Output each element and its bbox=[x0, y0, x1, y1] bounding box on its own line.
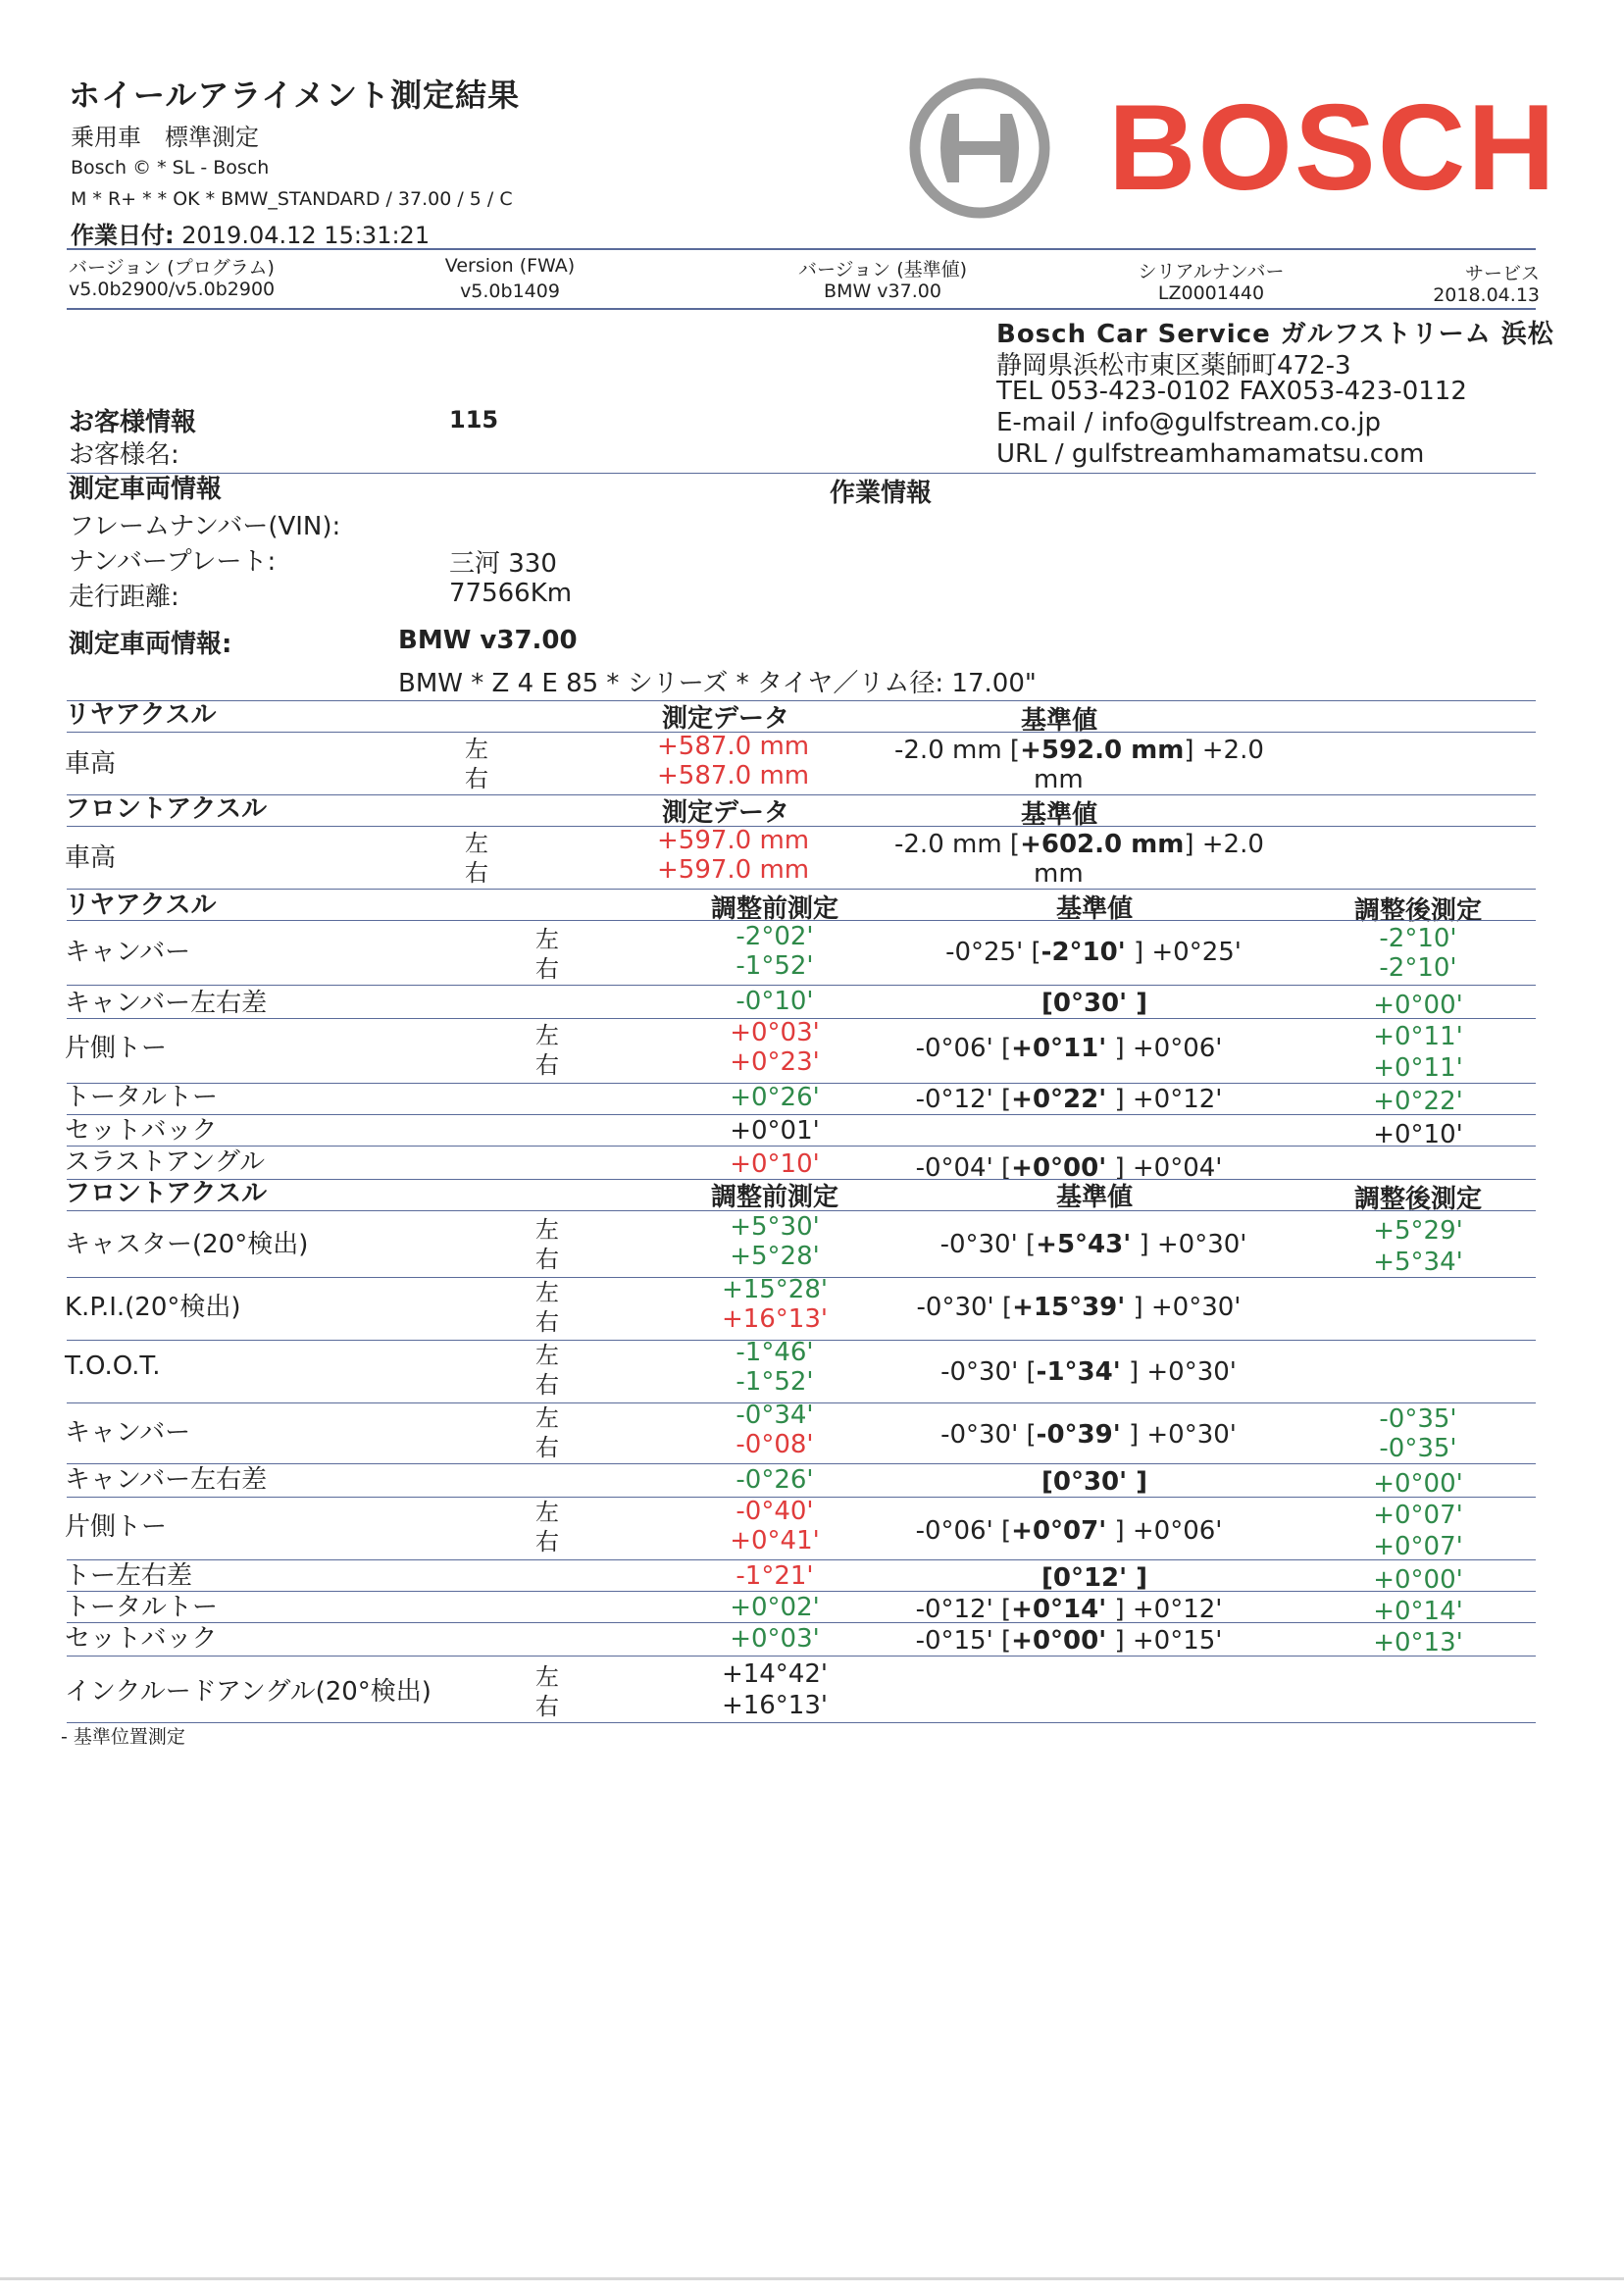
front-included-label: インクルードアングル(20°検出) bbox=[65, 1677, 431, 1707]
rear-header-rule bbox=[67, 920, 1536, 921]
work-date bbox=[71, 216, 430, 250]
front-toe-side-left: 左 bbox=[535, 1499, 559, 1526]
height-front-right-value: +597.0 mm bbox=[657, 855, 810, 885]
front-camber-side-right: 右 bbox=[535, 1434, 559, 1461]
version-std-value: BMW v37.00 bbox=[824, 280, 941, 302]
height-front-std-pre: -2.0 mm [ bbox=[894, 830, 1021, 859]
rear-camber-side-left: 左 bbox=[535, 926, 559, 953]
front-total-toe: +0°02' bbox=[730, 1593, 820, 1622]
front-col-std: 基準値 bbox=[1055, 1183, 1133, 1212]
height-front-std bbox=[894, 830, 1264, 859]
front-included-left: +14°42' bbox=[721, 1659, 829, 1689]
height-rear-left-value: +587.0 mm bbox=[657, 732, 810, 761]
rear-camber-diff-std: [0°30' ] bbox=[1040, 989, 1148, 1018]
rear-camber-after-right: -2°10' bbox=[1379, 953, 1457, 983]
front-toe-side-right: 右 bbox=[535, 1528, 559, 1555]
model-desc: BMW * Z 4 E 85 * シリーズ * タイヤ／リム径: 17.00" bbox=[398, 669, 1037, 698]
front-total-toe-std-post: ] +0°12' bbox=[1106, 1595, 1223, 1624]
rear-setback-after: +0°10' bbox=[1373, 1120, 1463, 1149]
report-subtitle: 乗用車 標準測定 bbox=[71, 124, 259, 151]
front-total-toe-after: +0°14' bbox=[1373, 1597, 1463, 1626]
bosch-armature-icon bbox=[908, 76, 1051, 220]
front-included-rule bbox=[67, 1722, 1536, 1723]
mileage-label: 走行距離: bbox=[69, 583, 179, 612]
report-title: ホイールアライメント測定結果 bbox=[69, 76, 521, 114]
height-front-left-value: +597.0 mm bbox=[657, 826, 810, 855]
front-setback-std-mid: +0°00' bbox=[1011, 1626, 1107, 1656]
front-caster-label: キャスター(20°検出) bbox=[65, 1230, 309, 1259]
front-kpi-right: +16°13' bbox=[721, 1304, 829, 1334]
height-rear-side-right: 右 bbox=[465, 765, 488, 792]
rear-toe-std bbox=[843, 1034, 1294, 1063]
front-total-toe-label: トータルトー bbox=[65, 1593, 219, 1622]
front-axle-label: フロントアクスル bbox=[65, 1179, 268, 1208]
front-caster-left: +5°30' bbox=[730, 1212, 820, 1242]
header-rule bbox=[67, 248, 1536, 250]
plate-value: 三河 330 bbox=[449, 549, 557, 579]
height-front-measure-col: 測定データ bbox=[661, 798, 789, 828]
serial-value: LZ0001440 bbox=[1157, 282, 1265, 304]
height-front-label: フロントアクスル bbox=[65, 794, 268, 824]
front-toe-diff-rule bbox=[67, 1591, 1536, 1592]
front-toe-diff-after: +0°00' bbox=[1373, 1565, 1463, 1595]
rear-total-toe-label: トータルトー bbox=[65, 1083, 219, 1112]
rear-toe-right: +0°23' bbox=[730, 1047, 820, 1077]
front-included-side-right: 右 bbox=[535, 1693, 559, 1720]
work-date-value: 2019.04.12 15:31:21 bbox=[181, 222, 431, 249]
front-toot-std bbox=[863, 1357, 1314, 1387]
rear-toe-std-post: ] +0°06' bbox=[1106, 1034, 1223, 1063]
front-kpi-std bbox=[863, 1293, 1294, 1322]
front-kpi-std-mid: +15°39' bbox=[1012, 1293, 1126, 1322]
rear-camber-std bbox=[883, 938, 1304, 967]
front-total-toe-std-pre: -0°12' [ bbox=[915, 1595, 1012, 1624]
rear-toe-std-pre: -0°06' [ bbox=[915, 1034, 1012, 1063]
rear-camber-right: -1°52' bbox=[736, 951, 814, 981]
rear-camber-side-right: 右 bbox=[535, 955, 559, 983]
version-std-label: バージョン (基準値) bbox=[797, 259, 968, 280]
copyright-line: Bosch © * SL - Bosch bbox=[71, 157, 270, 178]
service-value: 2018.04.13 bbox=[1433, 284, 1540, 306]
front-toot-side-right: 右 bbox=[535, 1371, 559, 1399]
front-caster-side-right: 右 bbox=[535, 1246, 559, 1273]
front-camber-rule bbox=[67, 1463, 1536, 1464]
front-included-right: +16°13' bbox=[721, 1691, 829, 1720]
front-toe-after-right: +0°07' bbox=[1373, 1532, 1463, 1561]
plate-label: ナンバープレート: bbox=[69, 547, 277, 577]
model-label: 測定車両情報: bbox=[69, 630, 232, 659]
front-camber-std-pre: -0°30' [ bbox=[940, 1420, 1037, 1450]
front-toot-right: -1°52' bbox=[736, 1367, 814, 1397]
rear-camber-label: キャンバー bbox=[65, 938, 191, 967]
rear-setback: +0°01' bbox=[730, 1116, 820, 1146]
front-toe-diff: -1°21' bbox=[736, 1561, 814, 1591]
front-toe-rule bbox=[67, 1559, 1536, 1560]
front-toe-label: 片側トー bbox=[65, 1512, 168, 1542]
front-kpi-std-post: ] +0°30' bbox=[1125, 1293, 1242, 1322]
front-toe-after-left: +0°07' bbox=[1373, 1501, 1463, 1530]
front-camber-after-right: -0°35' bbox=[1379, 1434, 1457, 1463]
front-setback-after: +0°13' bbox=[1373, 1628, 1463, 1657]
vehicle-section-label: 測定車両情報 bbox=[69, 475, 223, 504]
height-rear-side-left: 左 bbox=[465, 736, 488, 763]
rear-col-std: 基準値 bbox=[1055, 894, 1133, 924]
height-front-std-col: 基準値 bbox=[1020, 800, 1097, 830]
front-kpi-side-right: 右 bbox=[535, 1308, 559, 1336]
serial-label: シリアルナンバー bbox=[1138, 261, 1285, 282]
shop-email: E-mail / info@gulfstream.co.jp bbox=[996, 408, 1382, 437]
front-toe-std-post: ] +0°06' bbox=[1106, 1516, 1223, 1546]
version-program-value: v5.0b2900/v5.0b2900 bbox=[69, 279, 276, 300]
height-front-std-mid: +602.0 mm bbox=[1020, 830, 1185, 859]
rear-camber-rule bbox=[67, 985, 1536, 986]
rear-camber-after-left: -2°10' bbox=[1379, 924, 1457, 953]
height-rear-std-pre: -2.0 mm [ bbox=[894, 736, 1021, 765]
rear-toe-std-mid: +0°11' bbox=[1011, 1034, 1107, 1063]
front-toe-diff-std: [0°12' ] bbox=[1040, 1563, 1148, 1593]
height-front-std-post: ] +2.0 bbox=[1184, 830, 1264, 859]
front-camber-right: -0°08' bbox=[736, 1430, 814, 1459]
front-toe-std bbox=[843, 1516, 1294, 1546]
front-toe-diff-label: トー左右差 bbox=[65, 1561, 193, 1591]
shop-url: URL / gulfstreamhamamatsu.com bbox=[996, 439, 1425, 469]
front-toe-std-mid: +0°07' bbox=[1011, 1516, 1107, 1546]
mileage-value: 77566Km bbox=[449, 579, 573, 608]
front-toe-right: +0°41' bbox=[730, 1526, 820, 1555]
shop-phone: TEL 053-423-0102 FAX053-423-0112 bbox=[996, 377, 1467, 406]
height-rear-right-value: +587.0 mm bbox=[657, 761, 810, 790]
front-toot-std-post: ] +0°30' bbox=[1120, 1357, 1237, 1387]
front-included-side-left: 左 bbox=[535, 1663, 559, 1691]
model-db: BMW v37.00 bbox=[398, 626, 578, 655]
rear-toe-label: 片側トー bbox=[65, 1034, 168, 1063]
front-camber-diff-std: [0°30' ] bbox=[1040, 1467, 1148, 1497]
rear-total-toe-rule bbox=[67, 1114, 1536, 1115]
rear-total-toe-std-pre: -0°12' [ bbox=[915, 1085, 1012, 1114]
front-camber-after-left: -0°35' bbox=[1379, 1404, 1457, 1434]
front-total-toe-rule bbox=[67, 1622, 1536, 1623]
height-rear-std bbox=[894, 736, 1264, 765]
rear-camber-std-mid: -2°10' bbox=[1040, 938, 1126, 967]
front-caster-after-right: +5°34' bbox=[1373, 1248, 1463, 1277]
front-camber-std-mid: -0°39' bbox=[1036, 1420, 1121, 1450]
front-camber-diff-after: +0°00' bbox=[1373, 1469, 1463, 1499]
front-caster-std bbox=[883, 1230, 1304, 1259]
rear-thrust-label: スラストアングル bbox=[65, 1147, 266, 1177]
front-toot-side-left: 左 bbox=[535, 1342, 559, 1369]
front-camber-diff: -0°26' bbox=[736, 1465, 814, 1495]
front-caster-std-post: ] +0°30' bbox=[1131, 1230, 1247, 1259]
front-kpi-left: +15°28' bbox=[721, 1275, 829, 1304]
work-info-label: 作業情報 bbox=[830, 479, 933, 508]
front-setback-std-post: ] +0°15' bbox=[1106, 1626, 1223, 1656]
front-toe-std-pre: -0°06' [ bbox=[915, 1516, 1012, 1546]
front-camber-label: キャンバー bbox=[65, 1418, 191, 1448]
rear-thrust-std-mid: +0°00' bbox=[1011, 1153, 1107, 1183]
front-header-rule bbox=[67, 1210, 1536, 1211]
rear-camber-std-post: ] +0°25' bbox=[1125, 938, 1242, 967]
shop-address: 静岡県浜松市東区薬師町472-3 bbox=[996, 351, 1351, 381]
front-camber-std-post: ] +0°30' bbox=[1120, 1420, 1237, 1450]
front-col-before: 調整前測定 bbox=[710, 1183, 838, 1212]
rear-toe-left: +0°03' bbox=[730, 1018, 820, 1047]
height-rear-std-post: ] +2.0 bbox=[1184, 736, 1264, 765]
rear-camber-diff-label: キャンバー左右差 bbox=[65, 989, 268, 1018]
rear-total-toe-std-post: ] +0°12' bbox=[1106, 1085, 1223, 1114]
front-caster-after-left: +5°29' bbox=[1373, 1216, 1463, 1246]
front-setback-rule bbox=[67, 1656, 1536, 1657]
rear-thrust-std-pre: -0°04' [ bbox=[915, 1153, 1012, 1183]
rear-total-toe-std bbox=[843, 1085, 1294, 1114]
customer-info-label: お客様情報 bbox=[69, 408, 197, 437]
front-caster-std-pre: -0°30' [ bbox=[939, 1230, 1037, 1259]
front-kpi-side-left: 左 bbox=[535, 1279, 559, 1306]
front-toot-label: T.O.O.T. bbox=[65, 1351, 161, 1381]
rear-thrust-std-post: ] +0°04' bbox=[1106, 1153, 1223, 1183]
version-program-label: バージョン (プログラム) bbox=[69, 257, 275, 279]
rear-thrust: +0°10' bbox=[730, 1149, 820, 1179]
customer-rule bbox=[67, 473, 1536, 474]
front-setback-std bbox=[843, 1626, 1294, 1656]
front-setback: +0°03' bbox=[730, 1624, 820, 1654]
rear-setback-label: セットバック bbox=[65, 1116, 218, 1146]
rear-total-toe-after: +0°22' bbox=[1373, 1087, 1463, 1116]
version-fwa-value: v5.0b1409 bbox=[460, 280, 560, 302]
height-front-row-label: 車高 bbox=[65, 843, 117, 873]
service-label: サービス bbox=[1464, 263, 1540, 284]
rear-setback-rule bbox=[67, 1146, 1536, 1147]
rear-camber-std-pre: -0°25' [ bbox=[945, 938, 1041, 967]
front-setback-std-pre: -0°15' [ bbox=[915, 1626, 1012, 1656]
vin-label: フレームナンバー(VIN): bbox=[69, 512, 341, 541]
height-rear-std-col: 基準値 bbox=[1020, 706, 1097, 736]
front-camber-std bbox=[863, 1420, 1314, 1450]
mode-line: M * R+ * * OK * BMW_STANDARD / 37.00 / 5 / C bbox=[71, 188, 513, 210]
height-front-side-right: 右 bbox=[465, 859, 488, 887]
front-toot-std-pre: -0°30' [ bbox=[940, 1357, 1037, 1387]
front-toe-left: -0°40' bbox=[736, 1497, 814, 1526]
version-fwa-label: Version (FWA) bbox=[444, 255, 576, 277]
front-toot-left: -1°46' bbox=[736, 1338, 814, 1367]
front-kpi-label: K.P.I.(20°検出) bbox=[65, 1293, 241, 1322]
height-rear-row-label: 車高 bbox=[65, 749, 117, 779]
front-total-toe-std-mid: +0°14' bbox=[1011, 1595, 1107, 1624]
customer-info-value: 115 bbox=[449, 406, 499, 433]
rear-total-toe-std-mid: +0°22' bbox=[1011, 1085, 1107, 1114]
front-caster-std-mid: +5°43' bbox=[1036, 1230, 1132, 1259]
customer-name-label: お客様名: bbox=[69, 440, 179, 470]
footer-note: - 基準位置測定 bbox=[61, 1726, 185, 1748]
work-date-label: 作業日付: bbox=[71, 222, 175, 249]
front-camber-left: -0°34' bbox=[736, 1401, 814, 1430]
shop-name: Bosch Car Service ガルフストリーム 浜松 bbox=[996, 320, 1554, 349]
height-rear-unit: mm bbox=[1034, 765, 1084, 794]
front-kpi-std-pre: -0°30' [ bbox=[916, 1293, 1013, 1322]
rear-total-toe: +0°26' bbox=[730, 1083, 820, 1112]
rear-toe-after-right: +0°11' bbox=[1373, 1053, 1463, 1083]
front-total-toe-std bbox=[843, 1595, 1294, 1624]
rear-toe-side-left: 左 bbox=[535, 1022, 559, 1049]
rear-camber-diff-after: +0°00' bbox=[1373, 991, 1463, 1020]
scan-edge bbox=[0, 2277, 1624, 2280]
rear-axle-label: リヤアクスル bbox=[65, 891, 217, 920]
rear-toe-side-right: 右 bbox=[535, 1051, 559, 1079]
front-caster-right: +5°28' bbox=[730, 1242, 820, 1271]
rear-col-after: 調整後測定 bbox=[1353, 896, 1482, 926]
front-toot-std-mid: -1°34' bbox=[1036, 1357, 1121, 1387]
versions-rule bbox=[67, 308, 1536, 310]
height-front-side-left: 左 bbox=[465, 830, 488, 857]
front-camber-side-left: 左 bbox=[535, 1404, 559, 1432]
rear-col-before: 調整前測定 bbox=[710, 894, 838, 924]
rear-camber-diff: -0°10' bbox=[736, 987, 814, 1016]
rear-toe-after-left: +0°11' bbox=[1373, 1022, 1463, 1051]
front-col-after: 調整後測定 bbox=[1353, 1185, 1482, 1214]
front-camber-diff-label: キャンバー左右差 bbox=[65, 1465, 268, 1495]
height-rear-std-mid: +592.0 mm bbox=[1020, 736, 1185, 765]
front-caster-side-left: 左 bbox=[535, 1216, 559, 1244]
height-front-unit: mm bbox=[1034, 859, 1084, 889]
front-setback-label: セットバック bbox=[65, 1624, 218, 1654]
bosch-logo-text: BOSCH bbox=[1108, 80, 1557, 216]
rear-camber-left: -2°02' bbox=[736, 922, 814, 951]
height-rear-measure-col: 測定データ bbox=[661, 704, 789, 734]
height-rear-label: リヤアクスル bbox=[65, 700, 217, 730]
